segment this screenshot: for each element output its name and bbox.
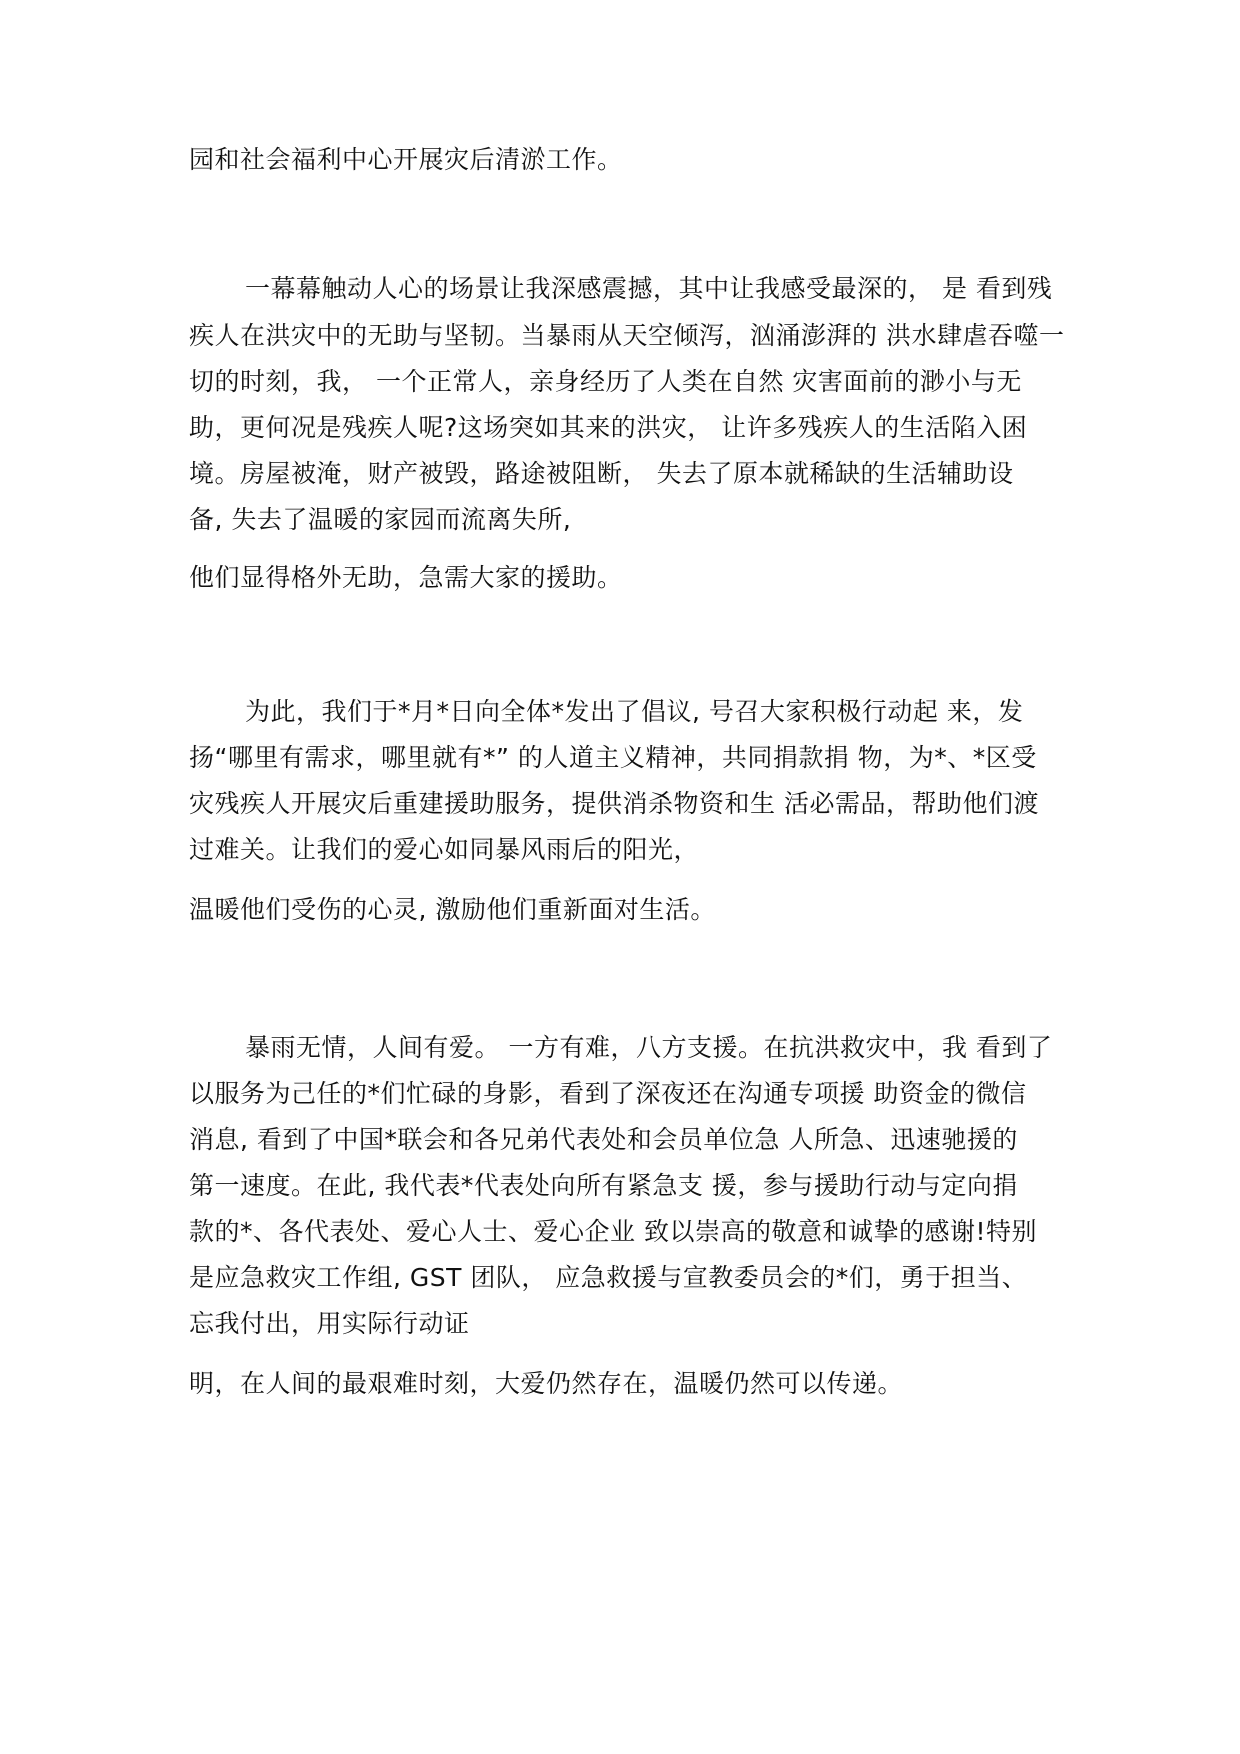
paragraph-4-line-2: 以服务为己任的*们忙碌的身影，看到了深夜还在沟通专项援 助资金的微信 bbox=[189, 1079, 1027, 1108]
paragraph-3-line-4: 过难关。让我们的爱心如同暴风雨后的阳光， bbox=[189, 835, 700, 864]
paragraph-1-line-1: 园和社会福利中心开展灾后清淤工作。 bbox=[189, 145, 623, 174]
paragraph-4-line-7: 忘我付出，用实际行动证 bbox=[189, 1309, 470, 1338]
paragraph-4-line-4: 第一速度。在此, 我代表*代表处向所有紧急支 援，参与援助行动与定向捐 bbox=[189, 1171, 1018, 1200]
paragraph-3-line-3: 灾残疾人开展灾后重建援助服务，提供消杀物资和生 活必需品，帮助他们渡 bbox=[189, 789, 1039, 818]
paragraph-2-line-1: 一幕幕触动人心的场景让我深感震撼，其中让我感受最深的， 是 看到残 bbox=[245, 274, 1053, 303]
paragraph-2-line-3: 切的时刻，我， 一个正常人，亲身经历了人类在自然 灾害面前的渺小与无 bbox=[189, 367, 1022, 396]
paragraph-3-line-1: 为此，我们于*月*日向全体*发出了倡议, 号召大家积极行动起 来，发 bbox=[245, 697, 1024, 726]
paragraph-4-line-5: 款的*、各代表处、爱心人士、爱心企业 致以崇高的敬意和诚挚的感谢!特别 bbox=[189, 1217, 1037, 1246]
paragraph-2-line-6: 备, 失去了温暖的家园而流离失所, bbox=[189, 505, 572, 534]
paragraph-3-line-5: 温暖他们受伤的心灵, 激励他们重新面对生活。 bbox=[189, 895, 716, 924]
paragraph-2-line-5: 境。房屋被淹，财产被毁，路途被阻断， 失去了原本就稀缺的生活辅助设 bbox=[189, 459, 1014, 488]
paragraph-2-line-4: 助，更何况是残疾人呢?这场突如其来的洪灾， 让许多残疾人的生活陷入困 bbox=[189, 413, 1028, 442]
paragraph-4-line-6: 是应急救灾工作组, GST 团队， 应急救援与宣教委员会的*们，勇于担当、 bbox=[189, 1263, 1028, 1292]
paragraph-4-line-1: 暴雨无情，人间有爱。 一方有难，八方支援。在抗洪救灾中，我 看到了 bbox=[245, 1033, 1053, 1062]
paragraph-4-line-3: 消息, 看到了中国*联会和各兄弟代表处和会员单位急 人所急、迅速驰援的 bbox=[189, 1125, 1018, 1154]
paragraph-3-line-2: 扬“哪里有需求，哪里就有*” 的人道主义精神，共同捐款捐 物，为*、*区受 bbox=[189, 743, 1037, 772]
paragraph-4-line-8: 明，在人间的最艰难时刻，大爱仍然存在，温暖仍然可以传递。 bbox=[189, 1369, 904, 1398]
paragraph-2-line-7: 他们显得格外无助，急需大家的援助。 bbox=[189, 563, 623, 592]
paragraph-2-line-2: 疾人在洪灾中的无助与坚韧。当暴雨从天空倾泻，汹涌澎湃的 洪水肆虐吞噬一 bbox=[189, 321, 1065, 350]
